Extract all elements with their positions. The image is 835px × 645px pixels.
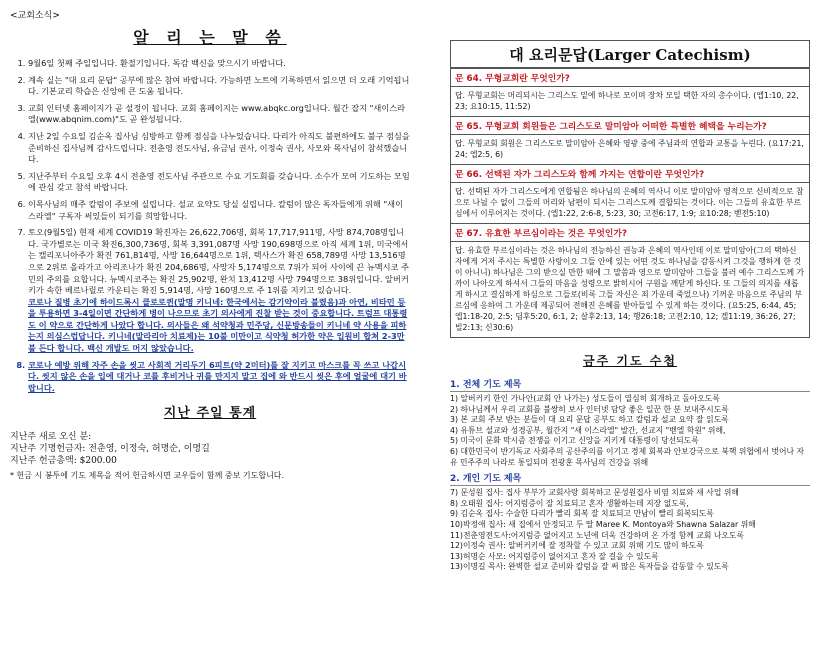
catechism-title: 대 요리문답(Larger Catechism) bbox=[451, 41, 809, 68]
catechism-answer: 답. 무형교회는 머리되시는 그리스도 밑에 하나로 모이며 장차 모일 택한 자의 총수이다. (엡1:10, 22, 23; 요10:15, 11:52) bbox=[455, 91, 799, 111]
header-note: <교회소식> bbox=[10, 11, 60, 21]
stats-block bbox=[10, 431, 410, 467]
notice-item: 6. 이목사님의 매주 칼럼이 주보에 실립니다. 설교 요약도 당실 실립니다. 칼럼이 많은 독자들에게 위해 "새이스라엘" 구독자 써있들이 되기를 희망합니다. bbox=[28, 199, 410, 222]
catechism-question: 문 67. 유효한 부르심이라는 것은 무엇인가? bbox=[451, 223, 809, 242]
prayer-list-general bbox=[450, 394, 810, 468]
catechism-answer: 답. 무형교회 회원은 그리스도로 말미암아 은혜와 영광 중에 주님과의 연합과 교통을 누린다. (요17:21, 24; 엡2:5, 6) bbox=[455, 139, 804, 159]
stats-donors: 지난주 기명헌금자: 전춘영, 이정숙, 허명순, 이명길 bbox=[10, 444, 210, 455]
catechism-question: 문 66. 선택된 자가 그리스도와 함께 가지는 연합이란 무엇인가? bbox=[451, 164, 809, 183]
stats-note: * 헌금 시 봉투에 기도 제목을 적어 헌금하시면 교우들이 함께 중보 기도합니다. bbox=[10, 471, 285, 481]
prayer-section-general: 1. 전체 기도 제목 bbox=[450, 377, 810, 392]
prayer-item: 5) 미국이 문화 막시즘 전쟁을 이기고 신앙을 지키게 대통령이 당선되도록 bbox=[450, 436, 699, 446]
notice-item bbox=[28, 227, 410, 355]
prayer-item: 13)이명길 목사: 완벽한 설교 준비와 칼럼을 잘 써 많은 독자들을 감동할 수 있도록 bbox=[450, 562, 729, 572]
catechism-question: 문 64. 무형교회란 무엇인가? bbox=[451, 68, 809, 87]
prayer-item: 3) 본 교회 주보 받는 분들이 대 요리 문답 공부도 하고 칼럼과 설교 요약 잘 읽도록 bbox=[450, 415, 729, 425]
notice-item: 3. 교회 인터넷 홈페이지가 곧 설정이 됩니다. 교회 홈페이지는 www.abqkc.org입니다. 월간 잡지 "새이스라엘(www.abqnim.com)"도 곧 완성됩니다. bbox=[28, 103, 410, 126]
notice-item: 4. 지난 2일 수요일 김순옥 집사님 심방하고 함께 점심을 나누었습니다. 다리가 아직도 불편하에도 불구 점심을 준비하신 집사님께 감사드립니다. 전춘영 전도사님, 유금님 권사, 이정숙 권사, 사모와 목사님이 참석했습니다. bbox=[28, 131, 410, 166]
catechism-box bbox=[450, 40, 810, 338]
prayer-item: 13)허명순 사모: 어지럼증이 없어지고 혼자 잘 걸을 수 있도록 bbox=[450, 551, 659, 561]
notice-item: 5. 지난주부터 수요일 오후 4시 전춘영 전도사님 주관으로 수요 기도회를 갖습니다. 소수가 모여 기도하는 모임에 관심 갖고 참석 바랍니다. bbox=[28, 171, 410, 194]
prayer-item: 8) 오태원 집사: 어지럼증이 잘 치료되고 혼자 생활하는데 지장 없도록, bbox=[450, 498, 689, 508]
left-column bbox=[10, 8, 410, 481]
notice-item: 1. 9월6일 첫째 주일입니다. 환절기입니다. 독감 백신을 맞으시기 바랍니다. bbox=[28, 58, 410, 70]
catechism-question: 문 65. 무형교회 회원들은 그리스도로 말미암아 어떠한 특별한 혜택을 누리는가? bbox=[451, 116, 809, 135]
prayer-item: 12)이정숙 권사: 알버커키에 잘 정착할 수 있고 교회 위해 기도 많이 하도록 bbox=[450, 541, 704, 551]
notice-item: 2. 계속 실는 "대 요리 문답" 공부에 많은 참여 바랍니다. 가능하면 노트에 기록하면서 읽으면 더 오래 기억됩니다. 기본교리 학습은 신앙에 큰 도움 됩니다. bbox=[28, 75, 410, 98]
prayer-item: 7) 문성원 집사: 집사 부부가 교회사랑 회복하고 문성원집사 비염 치료와 새 사업 위해 bbox=[450, 488, 739, 498]
notice-extra: 코로나 질병 초기에 하이드록시 클로로퀸(말명 키니네: 한국에서는 감기약이라 불렸음)과 아연, 비타민 등을 투용하면 3-4일이면 간단하게 병이 나으므로 초기 의사에게 진찰 받는 것이 중요합니다. 트럼프 대통령도 이 약으로 간단하게 나았다 합니다. 의사들은 왜 석약청과 민주당, 신문방송들이 키니네 약 사용을 피하는지 의심스럽답니다. 키니네(말라리아 치료제)는 10불 미만이고 식약청 허가한 약은 입원비 합쳐 2-3만 불 든다 합니다. 백신 개발도 머지 않았습니다. bbox=[28, 296, 408, 354]
prayer-section-personal: 2. 개인 기도 제목 bbox=[450, 471, 810, 486]
prayer-item: 2) 하나님께서 우리 교회를 불쌍히 보사 인터넷 담당 좋은 일꾼 한 분 보내주시도록 bbox=[450, 404, 729, 414]
notice-item-text: 토오(9월5일) 현재 세계 COVID19 확진자는 26,622,706명, 회복 17,717,911명, 사망 874,708명입니다. 국가별로는 미국 확진6,300,736명, 회복 3,391,087명 사망 190,698명으로 아직 세계 1위, 미국에서는 캘리포니아주가 확진 761,814명, 사망 16,644명으로 1위, 텍사스가 확진 658,789명 사망 13,516명으로 2위로 올라가고 아리조나가 확진 204,686명, 사망자 5,174명으로 7위가 되어 사이에 끈 뉴멕시코 주민의 주의를 요합니다. 뉴멕시코주는 확진 25,902명, 완치 13,412명 사망 794명으로 38위입니다. 알버커키가 속한 베르나릴로 카운티는 확진 5,914명, 사망 160명으로 주 1위를 지키고 있습니다. bbox=[28, 227, 409, 296]
notices-title: 알 리 는 말 씀 bbox=[133, 28, 287, 47]
prayer-item: 1) 알버커키 한인 가나안(교회 안 나가는) 성도들이 열심히 회개하고 돌아오도록 bbox=[450, 394, 720, 403]
prayer-item: 4) 유튜브 설교와 성경공부, 월간지 "새 이스라엘" 발간, 선교지 "벧엘 학원" 위해, bbox=[450, 425, 726, 435]
right-column bbox=[450, 40, 810, 573]
prayer-item: 11)전춘영전도사:어지럼증 없어지고 노년에 더욱 건강하며 온 가정 함께 교회 나오도록 bbox=[450, 530, 744, 540]
catechism-answer: 답. 유효한 부르심이라는 것은 하나님의 전능하신 권능과 은혜의 역사인데 이로 말미암아(그의 택하신 자에게 거저 주시는 특별한 사랑이오 그들 안에 있는 어떤 것도 하나님을 감동시켜 그것을 행하게 한 것이 아니니) 하나님은 그의 받으실 만한 때에 그 말씀과 영으로 말미암아 그들을 불러 예수 그리스도께 가까이 나아오게 하셔서 그들의 마음을 성령으로 밝히시어 구원을 깨닫게 하신다. 또 그들의 의지를 새롭게 하시고 결심하게 하심으로 그들로(비록 그들 자신은 죄 가운데 죽었으나) 기꺼운 마음으로 주님의 부르심에 응하여 그 가운데 제공되어 전해진 은혜를 받아들일 수 있게 하는 것이다. (요5:25, 6:44, 45; 엡1:18-20, 2:5; 딤후5:20, 6:1, 2; 살후2:13, 14; 행26:18; 고전2:10, 12; 겔11:19, 36:26, 27; 빌2:13; 신30:6) bbox=[455, 246, 805, 332]
stats-visitor: 지난주 새로 오신 분: bbox=[10, 432, 92, 443]
notice-item: 8. 코로나 예방 위해 자주 손을 씻고 사회적 거리두기 6피트(약 2미터)를 잘 지키고 마스크를 꼭 쓰고 나갑시다. 씻지 않은 손을 입에 대거나 코를 후비거나 귀를 만지지 말고 집에 와 반드시 씻은 후에 얼굴에 대기 바랍니다. bbox=[28, 360, 410, 395]
prayer-list-personal bbox=[450, 488, 810, 573]
stats-offering: 지난주 헌금총액: $200.00 bbox=[10, 456, 117, 467]
catechism-answer: 답. 선택된 자가 그리스도에게 연합됨은 하나님의 은혜의 역사니 이로 말미암아 영적으로 신비적으로 참으로 나뉠 수 없이 그들의 머리와 남편이 되시는 그리스도께 결합되는 것이다. 이는 그들의 유효한 부르심에서 이루어지는 것이다. (엡1:22, 2:6-8, 5:23, 30; 고전6:17, 1:9; 요10:28; 벧전5:10) bbox=[455, 187, 804, 218]
prayer-item: 9) 김순옥 집사: 수술한 다리가 빨리 회복 잘 치료되고 만남이 빨리 회복되도록 bbox=[450, 509, 714, 519]
prayer-item: 6) 대한민국이 반기독교 사회주의 공산주의를 이기고 경제 회복과 안보강국으로 북핵 위협에서 벗어나 자유 민주주의 나라로 통일되며 전광훈 목사님의 건강을 위해 bbox=[450, 446, 805, 467]
stats-title: 지난 주일 통계 bbox=[163, 406, 257, 422]
prayer-title: 금주 기도 수첩 bbox=[583, 354, 677, 368]
prayer-item: 10)박정애 집사: 새 집에서 안정되고 두 딸 Maree K. Montoya와 Shawna Salazar 위해 bbox=[450, 519, 756, 529]
notices-list bbox=[10, 58, 410, 394]
